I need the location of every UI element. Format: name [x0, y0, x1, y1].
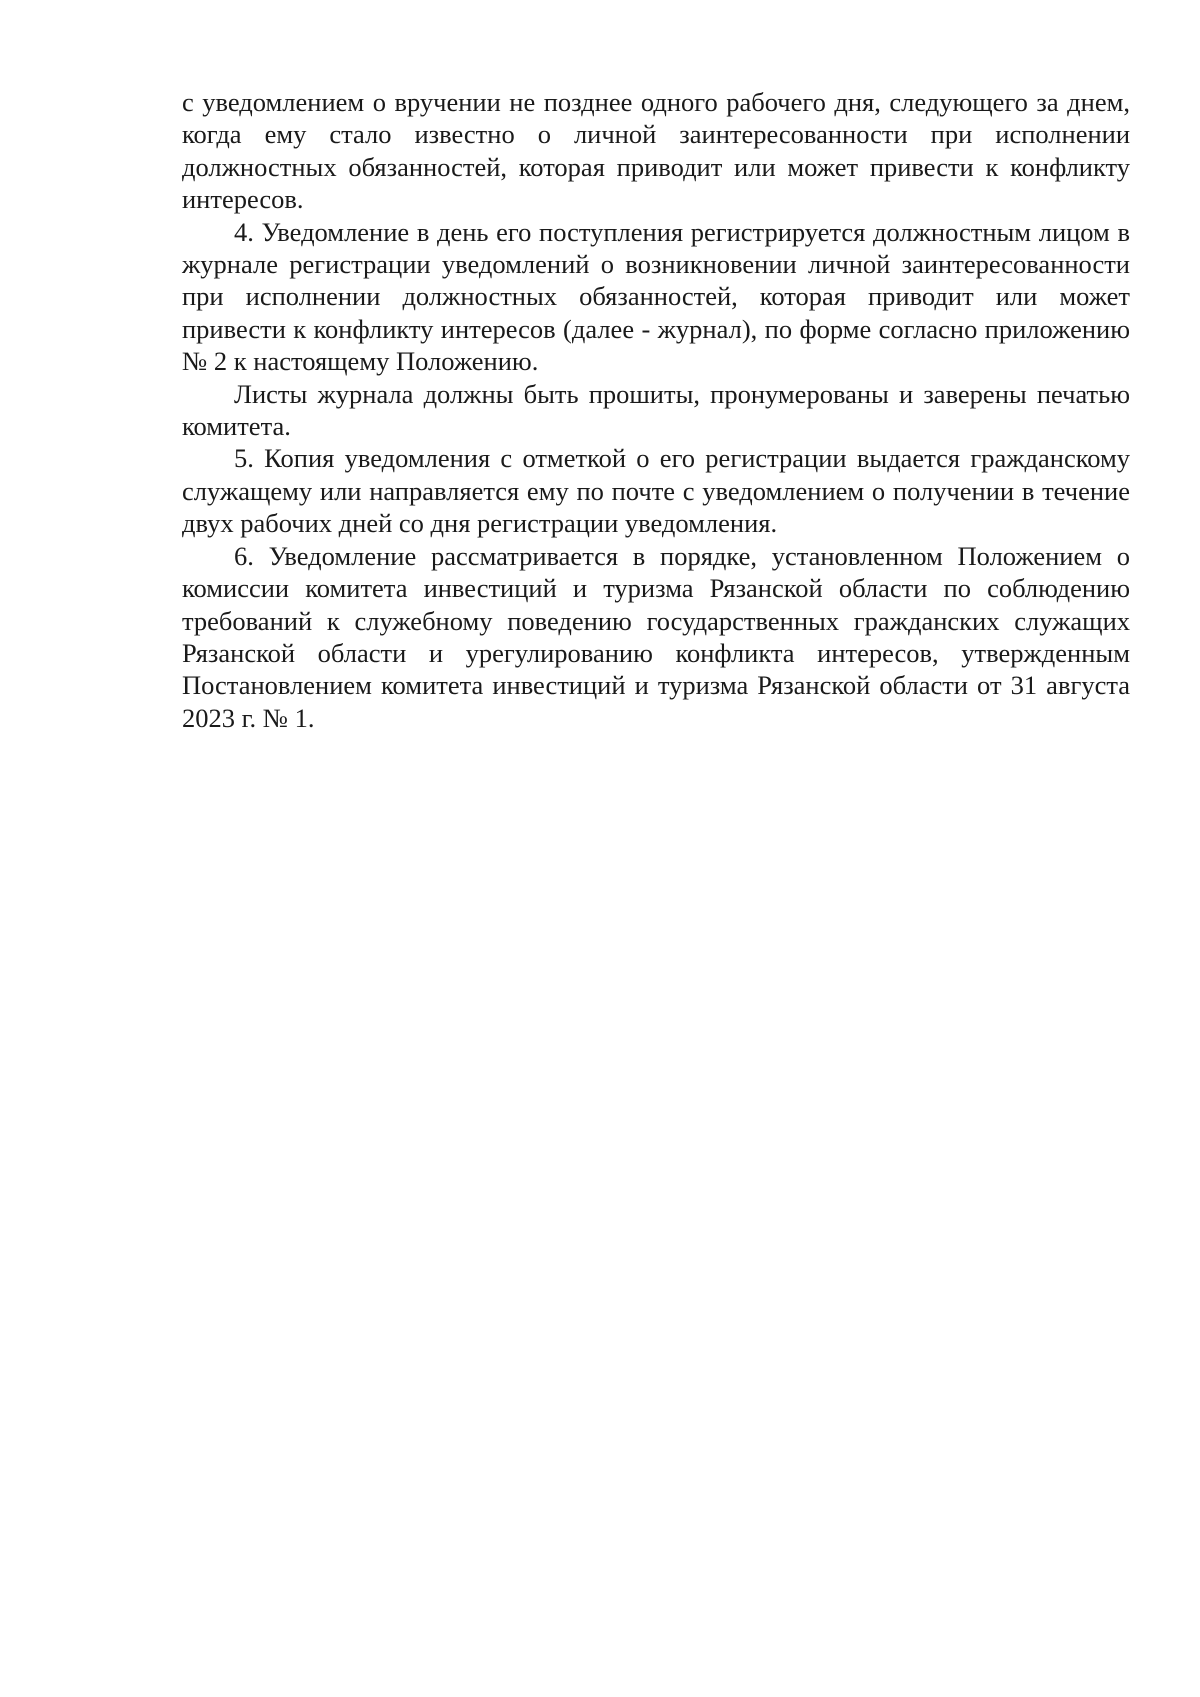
paragraph-item-4: 4. Уведомление в день его поступления регистрируется должностным лицом в журнале регистрации уведомлений о возникновении личной заинтересованности при исполнении должностных обязанностей, которая приводит или может привести к конфликту интересов (далее - журнал), по форме согласно приложению № 2 к настоящему Положению. — [182, 216, 1130, 377]
paragraph-journal-sheets: Листы журнала должны быть прошиты, пронумерованы и заверены печатью комитета. — [182, 378, 1130, 442]
paragraph-continuation: с уведомлением о вручении не позднее одного рабочего дня, следующего за днем, когда ему стало известно о личной заинтересованности при исполнении должностных обязанностей, которая приводит или может привести к конфликту интересов. — [182, 87, 1130, 215]
paragraph-item-5: 5. Копия уведомления с отметкой о его регистрации выдается гражданскому служащему или направляется ему по почте с уведомлением о получении в течение двух рабочих дней со дня регистрации уведомления. — [182, 443, 1130, 539]
document-body — [182, 86, 1130, 734]
paragraph-item-6: 6. Уведомление рассматривается в порядке, установленном Положением о комиссии комитета инвестиций и туризма Рязанской области по соблюдению требований к служебному поведению государственных гражданских служащих Рязанской области и урегулированию конфликта интересов, утвержденным Постановлением комитета инвестиций и туризма Рязанской области от 31 августа 2023 г. № 1. — [182, 540, 1130, 733]
